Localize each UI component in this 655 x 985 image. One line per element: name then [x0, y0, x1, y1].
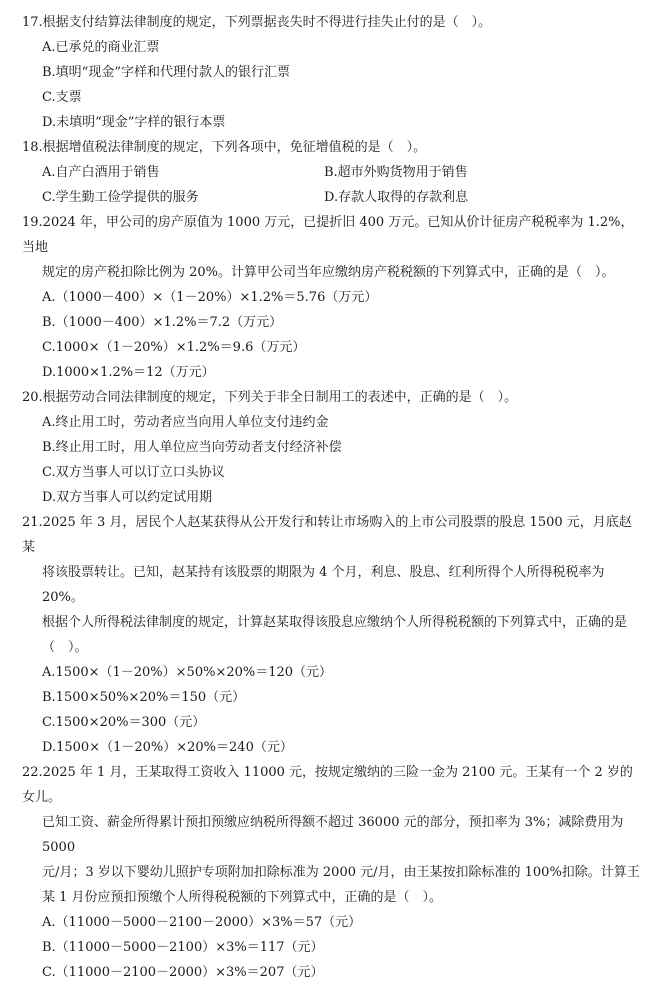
- option-b: B.（1000－400）×1.2%＝7.2（万元）: [42, 315, 283, 330]
- option-c: C.学生勤工俭学提供的服务: [42, 190, 199, 205]
- option-d: D.双方当事人可以约定试用期: [42, 490, 213, 505]
- option-c: C.双方当事人可以订立口头协议: [42, 465, 225, 480]
- option-a: A.（11000－5000－2100－2000）×3%＝57（元）: [42, 915, 362, 930]
- option-b: B.（11000－5000－2100）×3%＝117（元）: [42, 940, 324, 955]
- question-stem: 18.根据增值税法律制度的规定，下列各项中，免征增值税的是（ ）。: [22, 140, 427, 155]
- question-stem-continued: （ ）。: [42, 640, 88, 655]
- question-21: [22, 510, 641, 760]
- option-c: C.支票: [42, 90, 82, 105]
- question-stem: 19.2024 年，甲公司的房产原值为 1000 万元，已提折旧 400 万元。已知从价计征房产税税率为 1.2%，当地: [22, 215, 634, 255]
- question-stem: 17.根据支付结算法律制度的规定，下列票据丧失时不得进行挂失止付的是（ ）。: [22, 15, 492, 30]
- option-d: D.1500×（1－20%）×20%＝240（元）: [42, 740, 293, 755]
- option-c: C.1000×（1－20%）×1.2%＝9.6（万元）: [42, 340, 306, 355]
- option-row: [22, 185, 641, 210]
- question-stem: 22.2025 年 1 月，王某取得工资收入 11000 元，按规定缴纳的三险一金为 2100 元。王某有一个 2 岁的女儿。: [22, 765, 633, 805]
- question-17: [22, 10, 641, 135]
- question-20: [22, 385, 641, 510]
- option-b: B.终止用工时，用人单位应当向劳动者支付经济补偿: [42, 440, 342, 455]
- option-d: D.1000×1.2%＝12（万元）: [42, 365, 215, 380]
- option-b: B.填明“现金”字样和代理付款人的银行汇票: [42, 65, 290, 80]
- option-a: A.终止用工时，劳动者应当向用人单位支付违约金: [42, 415, 329, 430]
- option-d: D.未填明“现金”字样的银行本票: [42, 115, 226, 130]
- question-stem-continued: 某 1 月份应预扣预缴个人所得税税额的下列算式中，正确的是（ ）。: [42, 890, 443, 905]
- question-stem-continued: 将该股票转让。已知，赵某持有该股票的期限为 4 个月，利息、股息、红利所得个人所得税税率为 20%。: [42, 565, 605, 605]
- option-a: A.已承兑的商业汇票: [42, 40, 160, 55]
- question-22: [22, 760, 641, 985]
- option-a: A.自产白酒用于销售: [42, 165, 160, 180]
- question-18: [22, 135, 641, 210]
- question-stem-continued: 根据个人所得税法律制度的规定，计算赵某取得该股息应缴纳个人所得税税额的下列算式中，正确的是: [42, 615, 628, 630]
- option-d: D.存款人取得的存款利息: [324, 190, 469, 205]
- question-stem-continued: 规定的房产税扣除比例为 20%。计算甲公司当年应缴纳房产税税额的下列算式中，正确的是（ ）。: [42, 265, 615, 280]
- question-stem-continued: 已知工资、薪金所得累计预扣预缴应纳税所得额不超过 36000 元的部分，预扣率为 3%；减除费用为 5000: [42, 815, 624, 855]
- option-a: A.1500×（1－20%）×50%×20%＝120（元）: [42, 665, 333, 680]
- option-a: A.（1000－400）×（1－20%）×1.2%＝5.76（万元）: [42, 290, 378, 305]
- question-19: [22, 210, 641, 385]
- option-c: C.1500×20%＝300（元）: [42, 715, 206, 730]
- question-stem-continued: 元/月；3 岁以下婴幼儿照护专项附加扣除标准为 2000 元/月，由王某按扣除标准的 100%扣除。计算王: [42, 865, 640, 880]
- option-row: [22, 160, 641, 185]
- question-stem: 21.2025 年 3 月，居民个人赵某获得从公开发行和转让市场购入的上市公司股票的股息 1500 元，月底赵某: [22, 515, 632, 555]
- question-stem: 20.根据劳动合同法律制度的规定，下列关于非全日制用工的表述中，正确的是（ ）。: [22, 390, 518, 405]
- option-b: B.1500×50%×20%＝150（元）: [42, 690, 246, 705]
- option-b: B.超市外购货物用于销售: [324, 165, 468, 180]
- option-c: C.（11000－2100－2000）×3%＝207（元）: [42, 965, 324, 980]
